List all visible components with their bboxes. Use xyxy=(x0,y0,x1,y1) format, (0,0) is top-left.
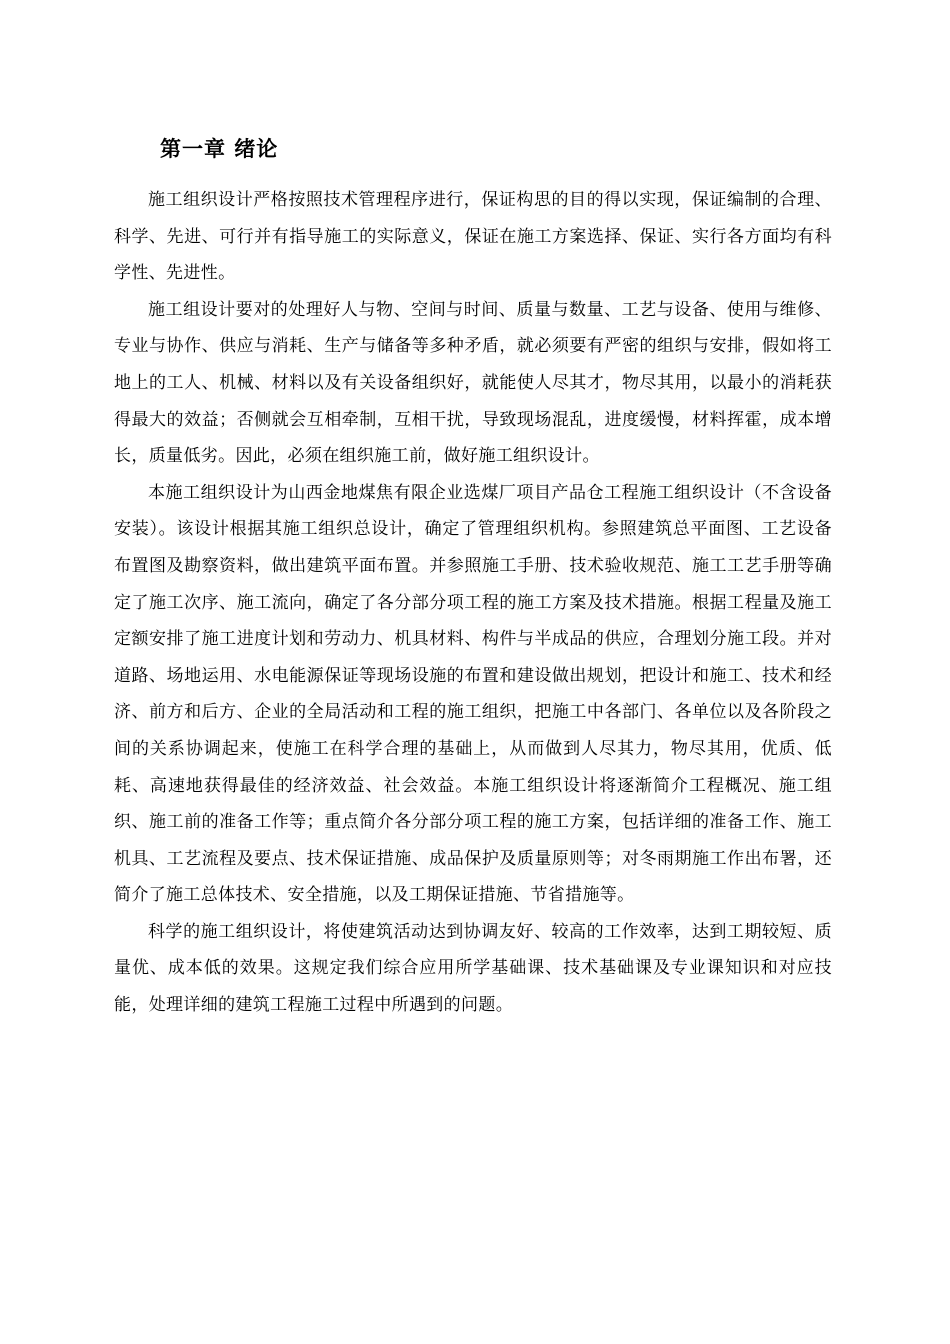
paragraph-conclusion: 科学的施工组织设计，将使建筑活动达到协调友好、较高的工作效率，达到工期较短、质量优、成本低的效果。这规定我们综合应用所学基础课、技术基础课及专业课知识和对应技能，处理详细的建筑工程施工过程中所遇到的问题。 xyxy=(114,921,832,1016)
body-text xyxy=(114,182,832,1024)
chapter-title: 第一章 绪论 xyxy=(160,137,279,161)
paragraph-project-scope: 本施工组织设计为山西金地煤焦有限企业选煤厂项目产品仓工程施工组织设计（不含设备安装）。该设计根据其施工组织总设计，确定了管理组织机构。参照建筑总平面图、工艺设备布置图及勘察资料，做出建筑平面布置。并参照施工手册、技术验收规范、施工工艺手册等确定了施工次序、施工流向，确定了各分部分项工程的施工方案及技术措施。根据工程量及施工定额安排了施工进度计划和劳动力、机具材料、构件与半成品的供应，合理划分施工段。并对道路、场地运用、水电能源保证等现场设施的布置和建设做出规划，把设计和施工、技术和经济、前方和后方、企业的全局活动和工程的施工组织，把施工中各部门、各单位以及各阶段之间的关系协调起来，使施工在科学合理的基础上，从而做到人尽其力，物尽其用，优质、低耗、高速地获得最佳的经济效益、社会效益。本施工组织设计将逐渐简介工程概况、施工组织、施工前的准备工作等；重点简介各分部分项工程的施工方案，包括详细的准备工作、施工机具、工艺流程及要点、技术保证措施、成品保护及质量原则等；对冬雨期施工作出布署，还简介了施工总体技术、安全措施，以及工期保证措施、节省措施等。 xyxy=(114,482,832,906)
paragraph-purpose: 施工组织设计严格按照技术管理程序进行，保证构思的目的得以实现，保证编制的合理、科学、先进、可行并有指导施工的实际意义，保证在施工方案选择、保证、实行各方面均有科学性、先进性。 xyxy=(114,190,832,284)
paragraph-contradictions: 施工组设计要对的处理好人与物、空间与时间、质量与数量、工艺与设备、使用与维修、专业与协作、供应与消耗、生产与储备等多种矛盾，就必须要有严密的组织与安排，假如将工地上的工人、机械、材料以及有关设备组织好，就能使人尽其才，物尽其用，以最小的消耗获得最大的效益；否侧就会互相牵制，互相干扰，导致现场混乱，进度缓慢，材料挥霍，成本增长，质量低劣。因此，必须在组织施工前，做好施工组织设计。 xyxy=(114,299,832,467)
